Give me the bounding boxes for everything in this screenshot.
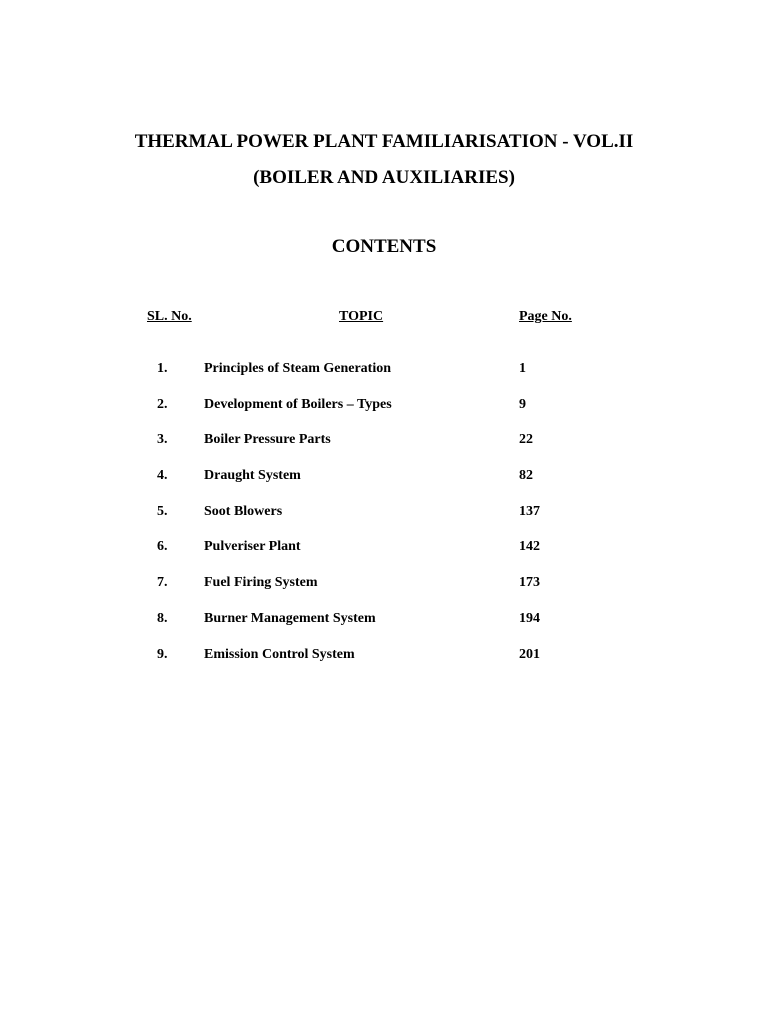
toc-entry-number: 6. xyxy=(157,539,168,555)
toc-entry-topic: Principles of Steam Generation xyxy=(204,361,392,376)
document-subtitle: (BOILER AND AUXILIARIES) xyxy=(253,167,515,188)
toc-entry-page: 9 xyxy=(519,396,526,412)
toc-entry-topic: Pulveriser Plant xyxy=(204,539,301,555)
toc-entry xyxy=(0,503,768,539)
column-header-page-no: Page No. xyxy=(519,309,572,324)
column-header-topic: TOPIC xyxy=(339,309,384,324)
toc-entry-number: 4. xyxy=(157,468,168,484)
toc-entry-topic: Emission Control System xyxy=(204,646,355,662)
toc-entry-number: 9. xyxy=(157,646,168,662)
toc-entry xyxy=(0,396,768,432)
toc-entry-topic: Boiler Pressure Parts xyxy=(204,432,331,448)
document-title: THERMAL POWER PLANT FAMILIARISATION - VOL.II xyxy=(134,131,634,152)
toc-entry-topic: Development of Boilers – Types xyxy=(204,396,392,412)
toc-entry-page: 173 xyxy=(519,575,540,591)
toc-entry-number: 3. xyxy=(157,432,168,448)
toc-entry-number: 8. xyxy=(157,610,168,626)
toc-entry xyxy=(0,538,768,574)
toc-entry-page: 142 xyxy=(519,539,540,555)
toc-entry-number: 7. xyxy=(157,575,168,591)
toc-entry xyxy=(0,574,768,610)
toc-entry xyxy=(0,646,768,682)
table-of-contents xyxy=(0,360,768,681)
toc-entry xyxy=(0,431,768,467)
toc-entry-topic: Draught System xyxy=(204,468,301,484)
toc-entry-page: 82 xyxy=(519,468,533,484)
toc-entry-page: 194 xyxy=(519,610,540,626)
toc-entry-number: 5. xyxy=(157,503,168,519)
toc-entry xyxy=(0,467,768,503)
toc-entry-page: 1 xyxy=(519,361,526,376)
toc-entry-topic: Burner Management System xyxy=(204,610,376,626)
toc-entry-page: 22 xyxy=(519,432,533,448)
toc-entry xyxy=(0,610,768,646)
toc-entry-number: 1. xyxy=(157,361,168,376)
column-header-sl-no: SL. No. xyxy=(147,309,192,324)
toc-entry-page: 201 xyxy=(519,646,540,662)
contents-heading: CONTENTS xyxy=(331,236,437,257)
toc-entry-topic: Fuel Firing System xyxy=(204,575,318,591)
toc-entry-number: 2. xyxy=(157,396,168,412)
toc-entry-topic: Soot Blowers xyxy=(204,503,283,519)
toc-entry xyxy=(0,360,768,396)
toc-entry-page: 137 xyxy=(519,503,540,519)
